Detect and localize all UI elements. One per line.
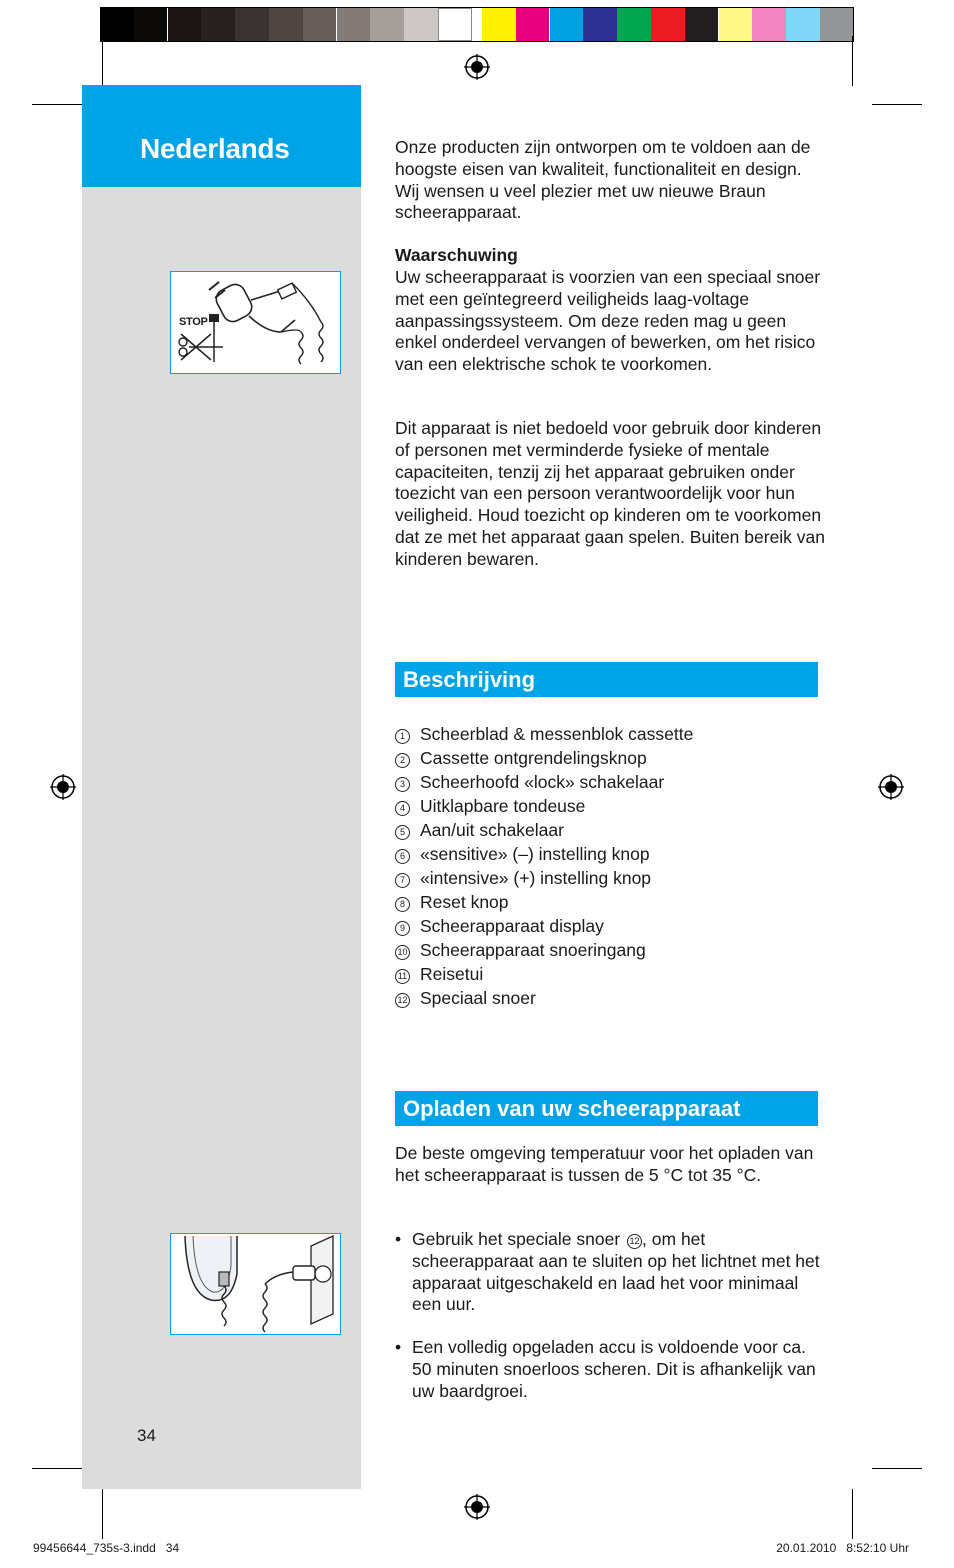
registration-mark-right	[878, 774, 904, 800]
intro-paragraph: Onze producten zijn ontworpen om te voldoen aan de hoogste eisen van kwaliteit, functionaliteit en design. Wij wensen u veel plezier met uw nieuwe Braun scheerapparaat.	[395, 137, 811, 223]
item-label: Reset knop	[420, 892, 509, 912]
bullet1-post: , om het scheerapparaat aan te sluiten op het lichtnet met het apparaat uitgeschakeld en laad het voor minimaal een uur.	[412, 1229, 820, 1315]
list-item	[395, 986, 536, 1010]
item-label: Uitklapbare tondeuse	[420, 796, 586, 816]
item-label: Scheerapparaat snoeringang	[420, 940, 646, 960]
ref-number-12: 12	[627, 1234, 642, 1249]
bullet1-pre: Gebruik het speciale snoer	[412, 1229, 621, 1249]
bullet-marker: •	[395, 1337, 402, 1357]
item-label: «sensitive» (–) instelling knop	[420, 844, 650, 864]
item-number: 8	[395, 897, 410, 912]
registration-mark-bottom	[464, 1494, 490, 1520]
list-item	[395, 722, 693, 746]
footer-file: 99456644_735s-3.indd 34	[33, 1541, 180, 1555]
children-paragraph: Dit apparaat is niet bedoeld voor gebruik door kinderen of personen met verminderde fysieke of mentale capaciteiten, tenzij zij het apparaat gebruiken onder toezicht van een persoon verantwoordelijk voor hun veiligheid. Houd toezicht op kinderen om te voorkomen dat ze met het apparaat gaan spelen. Buiten bereik van kinderen bewaren.	[395, 418, 826, 569]
registration-mark-left	[50, 774, 76, 800]
page-number: 34	[137, 1426, 156, 1445]
item-number: 5	[395, 825, 410, 840]
list-item	[395, 818, 564, 842]
item-number: 11	[395, 969, 410, 984]
item-number: 9	[395, 921, 410, 936]
list-item	[395, 746, 647, 770]
item-number: 6	[395, 849, 410, 864]
description-heading: Beschrijving	[395, 662, 818, 697]
item-number: 7	[395, 873, 410, 888]
item-label: Scheerhoofd «lock» schakelaar	[420, 772, 665, 792]
item-number: 10	[395, 945, 410, 960]
charging-heading: Opladen van uw scheerapparaat	[395, 1091, 818, 1126]
bullet-marker: •	[395, 1229, 402, 1249]
warning-paragraph: Uw scheerapparaat is voorzien van een speciaal snoer met een geïntegreerd veiligheids laag-voltage aanpassingssysteem. Om deze reden mag u geen enkel onderdeel vervangen of bewerken, om het risico van een elektrische schok te voorkomen.	[395, 267, 821, 375]
figure-cord-warning	[170, 271, 341, 374]
item-number: 1	[395, 729, 410, 744]
warning-heading: Waarschuwing	[395, 245, 518, 265]
color-bar-frame	[100, 7, 854, 42]
list-item	[395, 842, 650, 866]
list-item	[395, 938, 646, 962]
item-label: Aan/uit schakelaar	[420, 820, 564, 840]
registration-mark-top	[464, 54, 490, 80]
item-label: Scheerblad & messenblok cassette	[420, 724, 694, 744]
list-item	[395, 770, 664, 794]
list-item	[395, 794, 585, 818]
stop-label: STOP	[179, 316, 208, 328]
item-label: Scheerapparaat display	[420, 916, 604, 936]
item-number: 12	[395, 993, 410, 1008]
item-label: «intensive» (+) instelling knop	[420, 868, 652, 888]
charging-intro: De beste omgeving temperatuur voor het opladen van het scheerapparaat is tussen de 5 °C tot 35 °C.	[395, 1143, 814, 1185]
item-label: Reisetui	[420, 964, 484, 984]
footer-timestamp: 20.01.2010 8:52:10 Uhr	[776, 1541, 909, 1555]
charging-illustration	[171, 1234, 339, 1333]
page-title: Nederlands	[140, 133, 290, 164]
list-item	[395, 866, 651, 890]
item-number: 4	[395, 801, 410, 816]
item-number: 2	[395, 753, 410, 768]
bullet-battery: Een volledig opgeladen accu is voldoende voor ca. 50 minuten snoerloos scheren. Dit is afhankelijk van uw baardgroei.	[412, 1337, 816, 1401]
item-number: 3	[395, 777, 410, 792]
list-item	[395, 914, 604, 938]
item-label: Speciaal snoer	[420, 988, 536, 1008]
figure-charging	[170, 1233, 341, 1335]
bullet-charging-cord	[412, 1229, 822, 1316]
list-item	[395, 962, 483, 986]
list-item	[395, 890, 509, 914]
item-label: Cassette ontgrendelingsknop	[420, 748, 647, 768]
